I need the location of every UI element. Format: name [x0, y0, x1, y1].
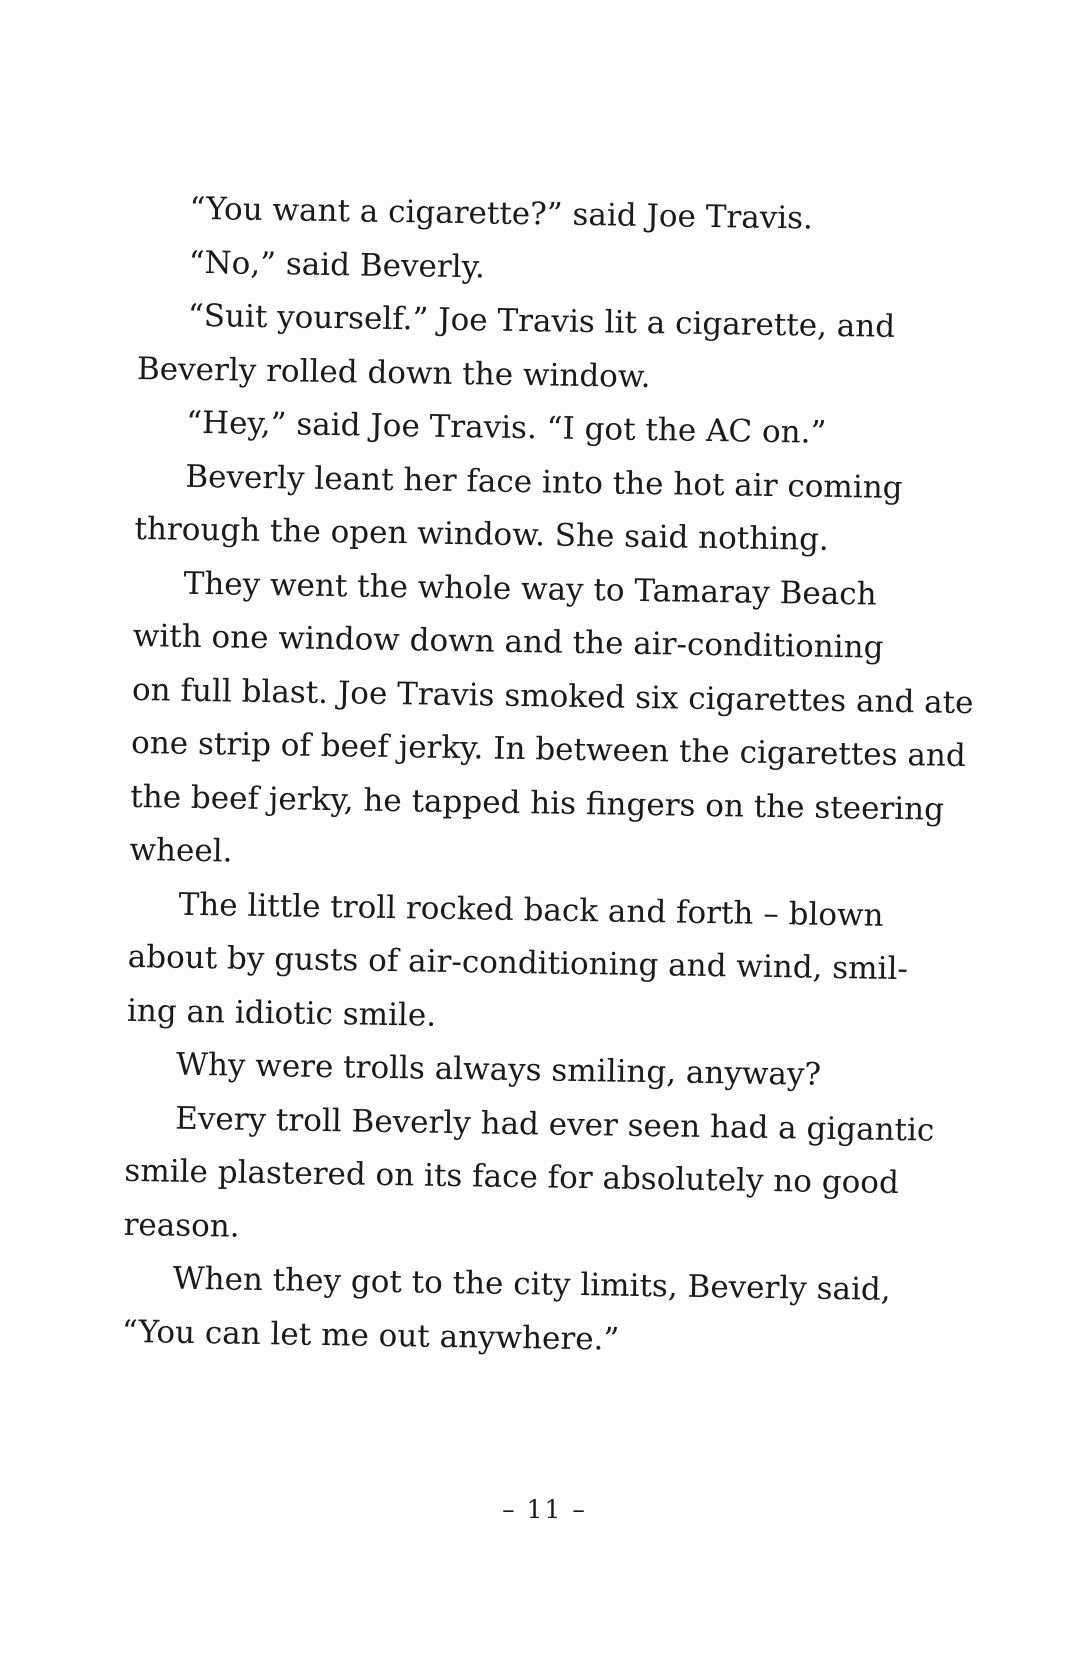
text-line: “You can let me out anywhere.” [121, 1313, 620, 1358]
text-line: “Hey,” said Joe Travis. “I got the AC on.” [185, 404, 827, 451]
text-line: wheel. [129, 831, 233, 870]
text-line: When they got to the city limits, Beverly said, [172, 1260, 891, 1308]
text-line: Beverly rolled down the window. [136, 350, 651, 395]
text-line: Why were trolls always smiling, anyway? [175, 1046, 822, 1093]
text-line: reason. [123, 1206, 240, 1245]
body-text [121, 182, 974, 1370]
text-line: Every troll Beverly had ever seen had a gigantic [175, 1100, 935, 1149]
text-line: one strip of beef jerky. In between the cigarettes and [130, 724, 966, 775]
text-line: smile plastered on its face for absolutely no good [124, 1152, 900, 1202]
text-line: “You want a cigarette?” said Joe Travis. [189, 190, 814, 237]
page-number: – 11 – [502, 1495, 587, 1524]
text-line: Beverly leant her face into the hot air coming [185, 458, 903, 506]
text-line: the beef jerky, he tapped his fingers on the steering [130, 778, 945, 828]
text-line: on full blast. Joe Travis smoked six cigarettes and ate [131, 671, 974, 721]
text-line: with one window down and the air-conditioning [132, 617, 884, 666]
text-line: “Suit yourself.” Joe Travis lit a cigarette, and [187, 297, 896, 345]
text-line: about by gusts of air-conditioning and wind, smil- [127, 938, 909, 988]
text-line: ing an idiotic smile. [126, 992, 437, 1034]
text-line: “No,” said Beverly. [188, 244, 486, 285]
text-line: They went the whole way to Tamaray Beach [183, 565, 877, 613]
text-line: The little troll rocked back and forth – blown [178, 886, 884, 934]
text-line: through the open window. She said nothing. [134, 510, 830, 558]
